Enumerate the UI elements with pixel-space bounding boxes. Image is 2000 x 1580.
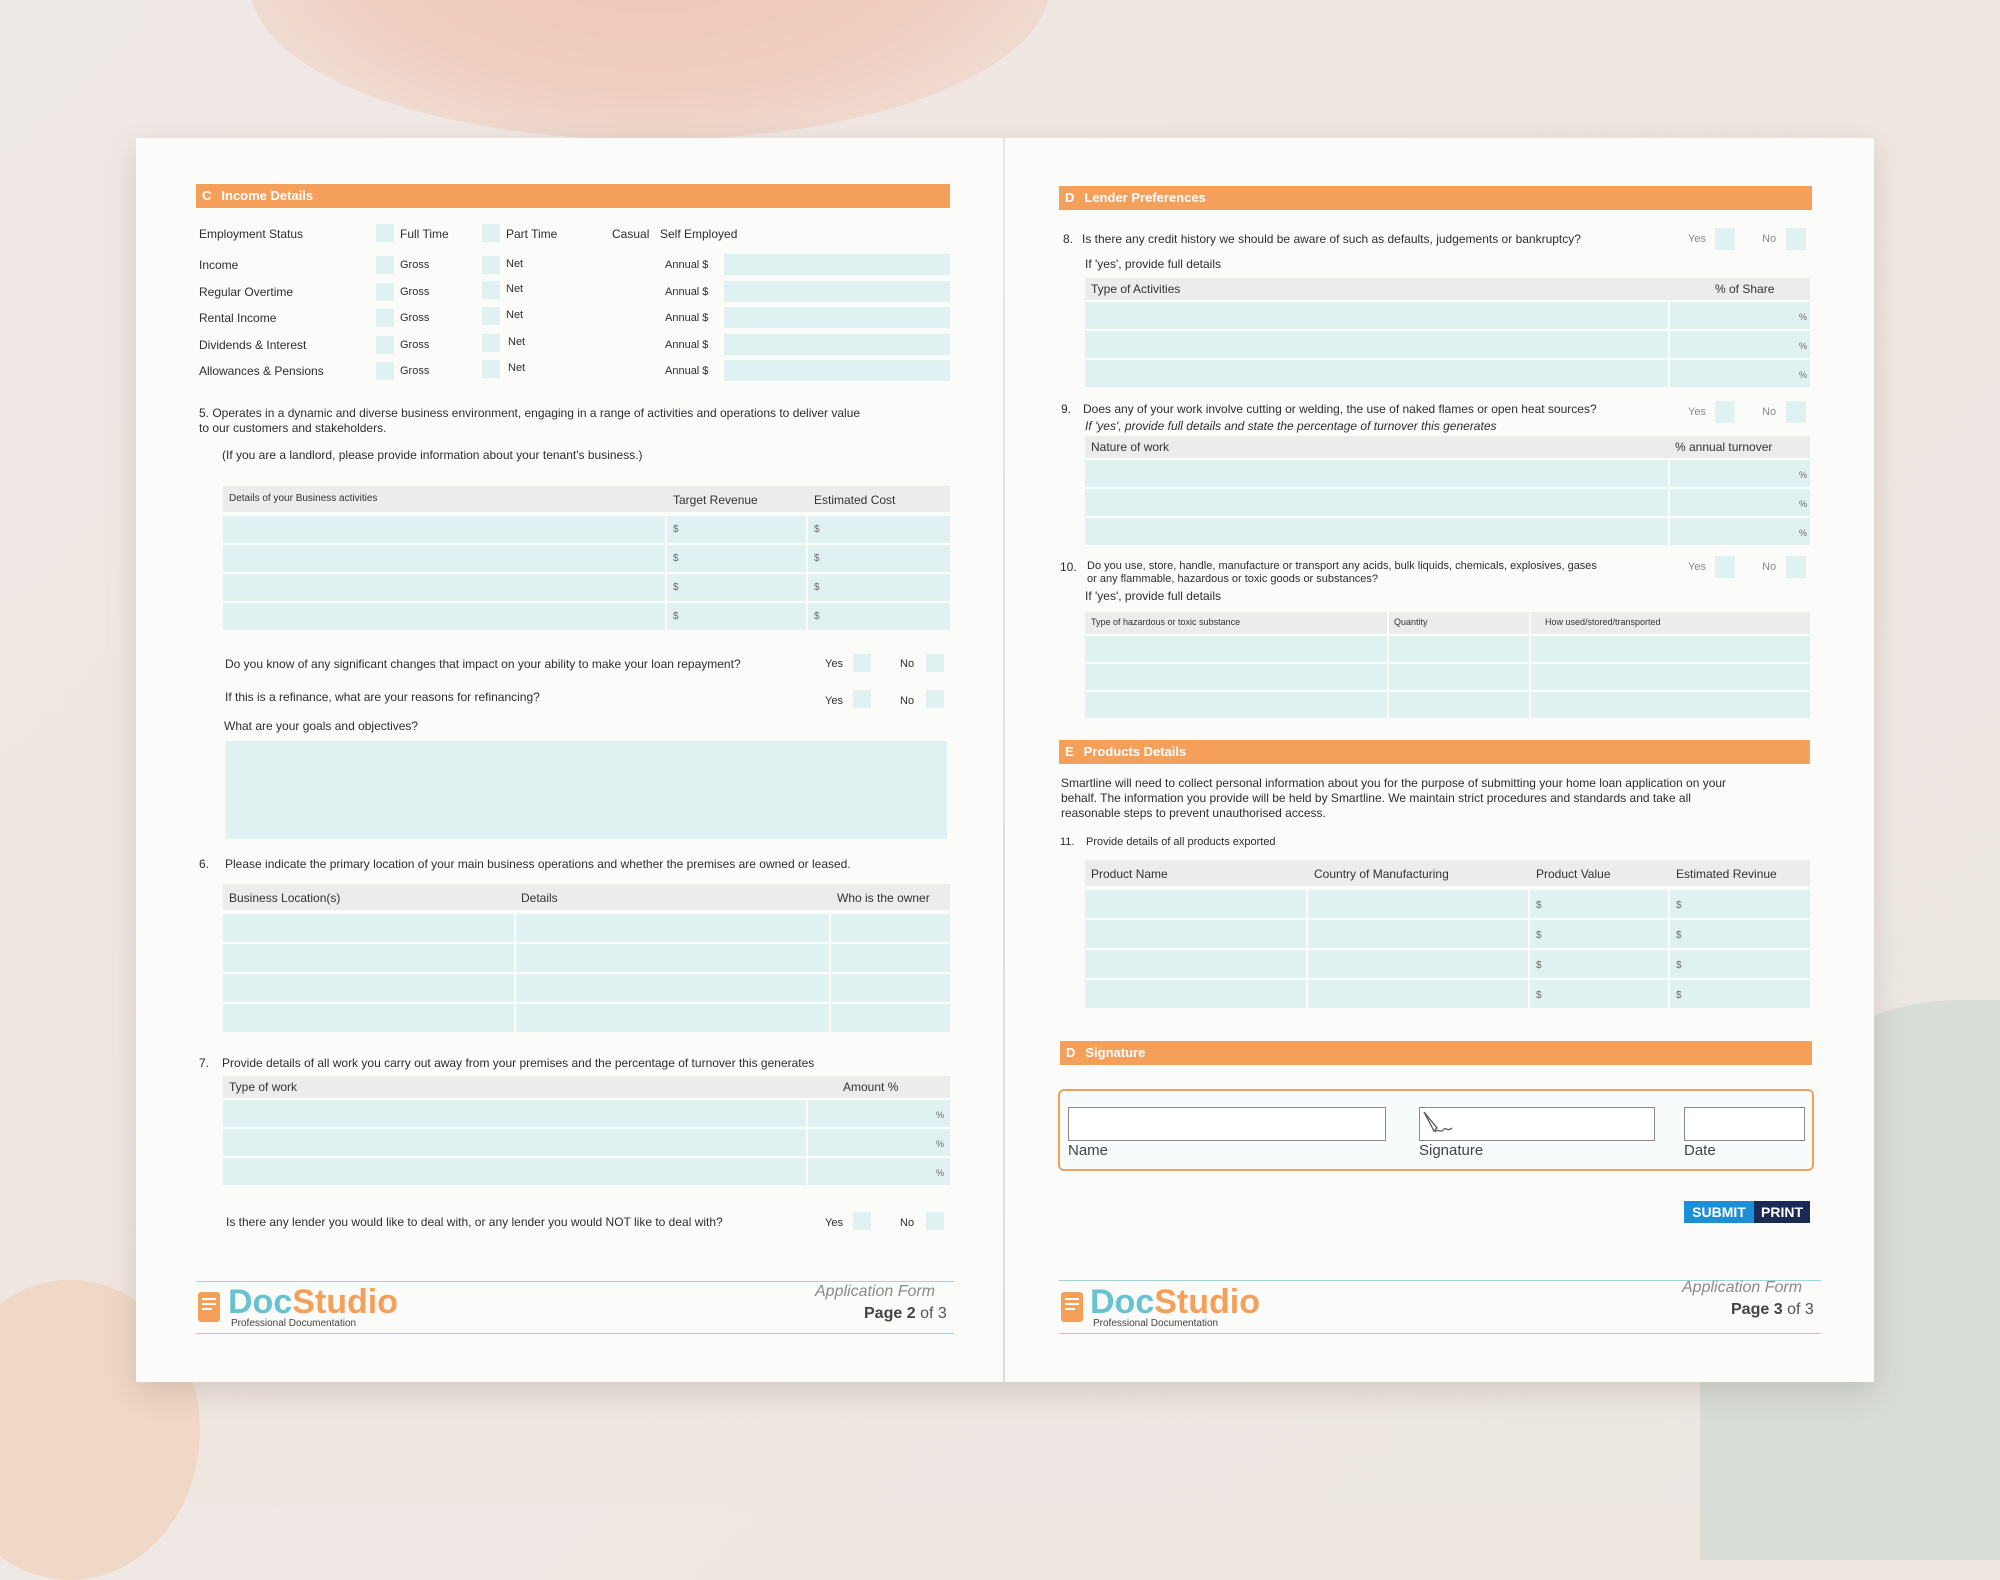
- net-checkbox[interactable]: [482, 256, 500, 274]
- q8-no-checkbox[interactable]: [1786, 228, 1806, 250]
- table-row[interactable]: [223, 601, 950, 630]
- annual-label: Annual $: [665, 312, 709, 324]
- yes-label: Yes: [1688, 406, 1706, 418]
- table-row[interactable]: [223, 1156, 950, 1185]
- full-time-checkbox[interactable]: [376, 224, 394, 242]
- section-title: Signature: [1085, 1045, 1146, 1060]
- q9-yes-checkbox[interactable]: [1715, 401, 1735, 423]
- section-title: Products Details: [1083, 744, 1187, 759]
- page-gutter: [1003, 138, 1005, 1382]
- landlord-note: (If you are a landlord, please provide information about your tenant's business.): [222, 448, 643, 462]
- refinance-question: If this is a refinance, what are your reasons for refinancing?: [225, 690, 540, 704]
- table-row[interactable]: [1085, 358, 1810, 387]
- percent-symbol: %: [1799, 370, 1808, 380]
- question-11-text: Provide details of all products exported: [1086, 836, 1276, 848]
- table-row[interactable]: [1085, 329, 1810, 358]
- net-checkbox[interactable]: [482, 281, 500, 299]
- self-employed-label: Self Employed: [660, 227, 738, 241]
- gross-label: Gross: [400, 312, 430, 324]
- income-row-label: Dividends & Interest: [199, 338, 307, 352]
- page-num: 2: [906, 1305, 916, 1322]
- table-row[interactable]: [1085, 978, 1810, 1008]
- currency-symbol: $: [814, 524, 820, 535]
- footer-doc-title: Application Form: [1682, 1279, 1803, 1296]
- column-header: How used/stored/transported: [1545, 617, 1661, 627]
- table-row[interactable]: [1085, 458, 1810, 487]
- gross-checkbox[interactable]: [376, 362, 394, 380]
- lender-no-checkbox[interactable]: [926, 1212, 944, 1230]
- date-field[interactable]: [1684, 1107, 1805, 1141]
- signature-pen-icon: [1421, 1108, 1455, 1140]
- income-row-label: Income: [199, 258, 239, 272]
- column-header: Amount %: [843, 1080, 899, 1094]
- background-blob-pink: [250, 0, 1050, 140]
- submit-button[interactable]: SUBMIT: [1684, 1201, 1754, 1223]
- table-row[interactable]: [223, 514, 950, 543]
- table-row[interactable]: [223, 543, 950, 572]
- section-letter: D: [1066, 1045, 1076, 1060]
- column-header: Type of hazardous or toxic substance: [1091, 617, 1241, 627]
- question-9-subtext: If 'yes', provide full details and state the percentage of turnover this generates: [1085, 419, 1497, 433]
- lender-yes-checkbox[interactable]: [853, 1212, 871, 1230]
- footer-rule: [196, 1333, 954, 1334]
- section-letter: E: [1065, 744, 1074, 759]
- column-divider: [1387, 612, 1389, 718]
- gross-label: Gross: [400, 286, 430, 298]
- page-number: [1731, 1301, 1814, 1319]
- column-header: Nature of work: [1091, 440, 1170, 454]
- currency-symbol: $: [1676, 900, 1682, 911]
- currency-symbol: $: [814, 553, 820, 564]
- table-row[interactable]: [223, 912, 950, 942]
- column-header: Who is the owner: [837, 891, 930, 905]
- lender-question: Is there any lender you would like to deal with, or any lender you would NOT like to deal with?: [226, 1215, 723, 1229]
- currency-symbol: $: [673, 582, 679, 593]
- logo-tagline: Professional Documentation: [1093, 1318, 1219, 1329]
- net-label: Net: [506, 258, 524, 270]
- footer-rule: [196, 1281, 954, 1282]
- annual-label: Annual $: [665, 339, 709, 351]
- column-divider: [665, 514, 667, 630]
- net-label: Net: [508, 336, 526, 348]
- business-activities-table-header: [223, 486, 950, 512]
- section-c-header: [196, 184, 950, 208]
- table-row[interactable]: [1085, 634, 1810, 662]
- table-row[interactable]: [1085, 300, 1810, 329]
- section-d-header: [1059, 186, 1812, 210]
- net-label: Net: [506, 309, 524, 321]
- nature-of-work-table-header: [1085, 436, 1810, 458]
- question-10-text-cont: or any flammable, hazardous or toxic goods or substances?: [1087, 573, 1379, 585]
- table-row[interactable]: [223, 1127, 950, 1156]
- column-header: Business Location(s): [229, 891, 341, 905]
- column-header: Estimated Cost: [814, 493, 896, 507]
- annual-amount-field[interactable]: [724, 307, 950, 328]
- work-table-header: [223, 1076, 950, 1098]
- yes-label: Yes: [825, 658, 843, 670]
- docstudio-logo-icon: [1059, 1290, 1085, 1324]
- name-field[interactable]: [1068, 1107, 1386, 1141]
- column-header: Country of Manufacturing: [1314, 867, 1449, 881]
- question-5-text-cont: to our customers and stakeholders.: [199, 421, 387, 435]
- page-num: 3: [1773, 1301, 1783, 1318]
- signature-field[interactable]: [1419, 1107, 1655, 1141]
- question-6-text: Please indicate the primary location of your main business operations and whether the premises are owned or leased.: [225, 857, 851, 871]
- percent-symbol: %: [1799, 312, 1808, 322]
- privacy-text: behalf. The information you provide will be held by Smartline. We maintain strict procedures and standards and take all: [1061, 791, 1691, 805]
- products-table-header: [1085, 860, 1810, 886]
- yes-label: Yes: [825, 695, 843, 707]
- column-header: Quantity: [1394, 617, 1428, 627]
- gross-checkbox[interactable]: [376, 336, 394, 354]
- part-time-checkbox[interactable]: [482, 224, 500, 242]
- logo-studio-text: Studio: [1154, 1283, 1260, 1321]
- percent-symbol: %: [1799, 499, 1808, 509]
- table-row[interactable]: [1085, 516, 1810, 545]
- question-7-text: Provide details of all work you carry out away from your premises and the percentage of turnover this generates: [222, 1056, 815, 1070]
- currency-symbol: $: [1676, 930, 1682, 941]
- percent-symbol: %: [1799, 528, 1808, 538]
- docstudio-logo: [1090, 1283, 1260, 1322]
- table-row[interactable]: [1085, 888, 1810, 918]
- currency-symbol: $: [1676, 990, 1682, 1001]
- net-label: Net: [508, 362, 526, 374]
- column-header: % of Share: [1715, 282, 1775, 296]
- income-row-label: Allowances & Pensions: [199, 364, 324, 378]
- currency-symbol: $: [673, 553, 679, 564]
- table-row[interactable]: [223, 1098, 950, 1127]
- page-total: of 3: [920, 1305, 947, 1322]
- table-row[interactable]: [223, 942, 950, 972]
- page-label: Page: [864, 1305, 903, 1322]
- column-divider: [1529, 612, 1531, 718]
- annual-amount-field[interactable]: [724, 281, 950, 302]
- column-header: Target Revenue: [673, 493, 758, 507]
- footer-doc-title: Application Form: [815, 1283, 936, 1300]
- column-divider: [806, 514, 808, 630]
- net-label: Net: [506, 283, 524, 295]
- question-8-subtext: If 'yes', provide full details: [1085, 257, 1221, 271]
- no-label: No: [900, 695, 915, 707]
- gross-label: Gross: [400, 259, 430, 271]
- privacy-text: Smartline will need to collect personal information about you for the purpose of submitting your home loan application on your: [1061, 776, 1727, 790]
- changes-no-checkbox[interactable]: [926, 654, 944, 672]
- logo-doc-text: Doc: [1090, 1283, 1155, 1321]
- yes-label: Yes: [825, 1217, 843, 1229]
- net-checkbox[interactable]: [482, 334, 500, 352]
- table-row[interactable]: [1085, 948, 1810, 978]
- table-row[interactable]: [223, 572, 950, 601]
- part-time-label: Part Time: [506, 227, 558, 241]
- no-label: No: [900, 1217, 915, 1229]
- currency-symbol: $: [1676, 960, 1682, 971]
- docstudio-logo-icon: [196, 1290, 222, 1324]
- column-divider: [1668, 300, 1670, 387]
- percent-symbol: %: [936, 1110, 945, 1120]
- column-divider: [806, 1098, 808, 1185]
- question-10-number: 10.: [1060, 560, 1077, 574]
- currency-symbol: $: [673, 611, 679, 622]
- section-title: Lender Preferences: [1084, 190, 1206, 205]
- column-divider: [1668, 458, 1670, 545]
- no-label: No: [1762, 561, 1777, 573]
- section-letter: D: [1065, 190, 1075, 205]
- net-checkbox[interactable]: [482, 307, 500, 325]
- refinance-yes-checkbox[interactable]: [853, 690, 871, 708]
- question-8-text: Is there any credit history we should be aware of such as defaults, judgements or bankruptcy?: [1082, 232, 1581, 246]
- currency-symbol: $: [1536, 990, 1542, 1001]
- currency-symbol: $: [1536, 900, 1542, 911]
- annual-amount-field[interactable]: [724, 254, 950, 275]
- table-row[interactable]: [1085, 690, 1810, 718]
- column-divider: [1528, 888, 1530, 1008]
- column-header: Details of your Business activities: [229, 493, 378, 504]
- annual-label: Annual $: [665, 286, 709, 298]
- goals-question: What are your goals and objectives?: [224, 719, 419, 733]
- employment-status-label: Employment Status: [199, 227, 304, 241]
- page-number: [864, 1305, 947, 1323]
- question-9-text: Does any of your work involve cutting or welding, the use of naked flames or open heat sources?: [1083, 402, 1597, 416]
- question-9-number: 9.: [1061, 402, 1072, 416]
- print-button[interactable]: PRINT: [1754, 1201, 1810, 1223]
- yes-label: Yes: [1688, 561, 1706, 573]
- currency-symbol: $: [814, 582, 820, 593]
- section-letter: C: [202, 188, 212, 203]
- percent-symbol: %: [1799, 341, 1808, 351]
- page-label: Page: [1731, 1301, 1770, 1318]
- q10-no-checkbox[interactable]: [1786, 556, 1806, 578]
- currency-symbol: $: [673, 524, 679, 535]
- question-5-text: 5. Operates in a dynamic and diverse business environment, engaging in a range of activities and operations to deliver value: [199, 406, 861, 420]
- q10-yes-checkbox[interactable]: [1715, 556, 1735, 578]
- currency-symbol: $: [1536, 930, 1542, 941]
- currency-symbol: $: [1536, 960, 1542, 971]
- percent-symbol: %: [936, 1139, 945, 1149]
- signature-field-label: Signature: [1419, 1142, 1484, 1159]
- table-row[interactable]: [1085, 487, 1810, 516]
- question-7-number: 7.: [199, 1056, 210, 1070]
- table-row[interactable]: [1085, 918, 1810, 948]
- column-divider: [829, 912, 831, 1032]
- no-label: No: [900, 658, 915, 670]
- q8-yes-checkbox[interactable]: [1715, 228, 1735, 250]
- no-label: No: [1762, 406, 1777, 418]
- question-6-number: 6.: [199, 857, 210, 871]
- footer-rule: [1059, 1333, 1821, 1334]
- date-field-label: Date: [1684, 1142, 1716, 1159]
- annual-label: Annual $: [665, 365, 709, 377]
- question-11-number: 11.: [1060, 836, 1075, 848]
- column-header: Type of Activities: [1091, 282, 1181, 296]
- annual-amount-field[interactable]: [724, 360, 950, 381]
- activities-table-header: [1085, 278, 1810, 300]
- docstudio-logo: [228, 1283, 398, 1322]
- goals-textarea[interactable]: [225, 741, 947, 839]
- yes-label: Yes: [1688, 233, 1706, 245]
- annual-amount-field[interactable]: [724, 334, 950, 355]
- column-header: Product Name: [1091, 867, 1168, 881]
- question-10-subtext: If 'yes', provide full details: [1085, 589, 1221, 603]
- business-location-table-header: [223, 884, 950, 910]
- logo-tagline: Professional Documentation: [231, 1318, 357, 1329]
- logo-studio-text: Studio: [292, 1283, 398, 1321]
- full-time-label: Full Time: [400, 227, 449, 241]
- hazardous-table-header: [1085, 612, 1810, 634]
- gross-checkbox[interactable]: [376, 256, 394, 274]
- signature-section-header: [1060, 1041, 1812, 1065]
- column-header: Details: [521, 891, 558, 905]
- column-divider: [1306, 888, 1308, 1008]
- page-total: of 3: [1787, 1301, 1814, 1318]
- income-row-label: Regular Overtime: [199, 285, 294, 299]
- privacy-text: reasonable steps to prevent unauthorised access.: [1061, 806, 1326, 820]
- table-row[interactable]: [223, 972, 950, 1002]
- gross-label: Gross: [400, 365, 430, 377]
- gross-label: Gross: [400, 339, 430, 351]
- gross-checkbox[interactable]: [376, 309, 394, 327]
- refinance-no-checkbox[interactable]: [926, 690, 944, 708]
- column-divider: [514, 912, 516, 1032]
- currency-symbol: $: [814, 611, 820, 622]
- section-e-header: [1059, 740, 1810, 764]
- percent-symbol: %: [936, 1168, 945, 1178]
- percent-symbol: %: [1799, 470, 1808, 480]
- table-row[interactable]: [223, 1002, 950, 1032]
- column-header: Type of work: [229, 1080, 298, 1094]
- logo-doc-text: Doc: [228, 1283, 293, 1321]
- name-field-label: Name: [1068, 1142, 1109, 1159]
- changes-yes-checkbox[interactable]: [853, 654, 871, 672]
- changes-question: Do you know of any significant changes that impact on your ability to make your loan repayment?: [225, 657, 741, 671]
- column-header: Estimated Revinue: [1676, 867, 1777, 881]
- net-checkbox[interactable]: [482, 360, 500, 378]
- gross-checkbox[interactable]: [376, 283, 394, 301]
- question-8-number: 8.: [1063, 232, 1074, 246]
- column-header: Product Value: [1536, 867, 1611, 881]
- column-header: % annual turnover: [1675, 440, 1773, 454]
- income-row-label: Rental Income: [199, 311, 277, 325]
- casual-label: Casual: [612, 227, 650, 241]
- q9-no-checkbox[interactable]: [1786, 401, 1806, 423]
- table-row[interactable]: [1085, 662, 1810, 690]
- question-10-text: Do you use, store, handle, manufacture or transport any acids, bulk liquids, chemicals, explosives, gases: [1087, 560, 1597, 572]
- section-title: Income Details: [221, 188, 314, 203]
- column-divider: [1668, 888, 1670, 1008]
- no-label: No: [1762, 233, 1777, 245]
- annual-label: Annual $: [665, 259, 709, 271]
